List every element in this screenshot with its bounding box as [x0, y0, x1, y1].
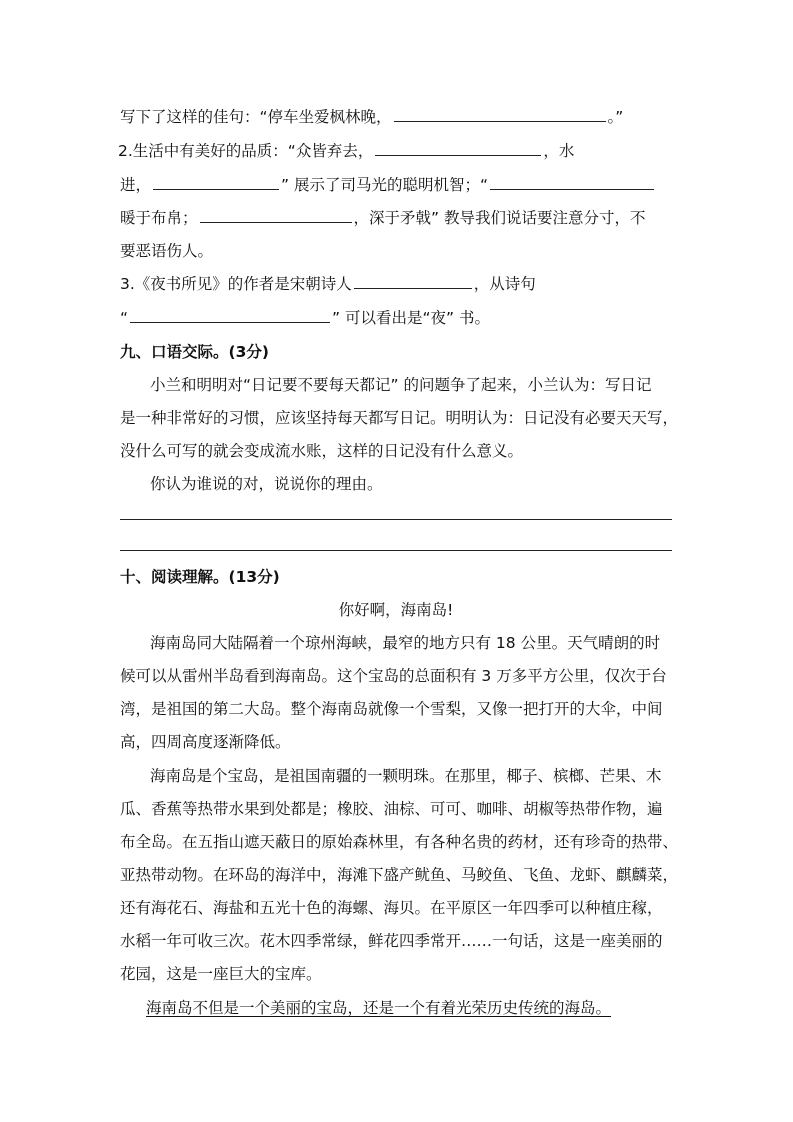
q8-item2-text-g: 要恶语伤人。 — [120, 242, 214, 260]
q8-line-1 — [120, 107, 623, 127]
q8-item2-line-4 — [120, 241, 213, 261]
q9-prompt: 你认为谁说的对，说说你的理由。 — [150, 475, 383, 493]
answer-line[interactable] — [120, 550, 672, 551]
answer-blank[interactable] — [200, 208, 352, 223]
article-line: 高，四周高度逐渐降低。 — [120, 733, 291, 751]
article-title: 你好啊，海南岛! — [338, 601, 454, 619]
article-line: 湾，是祖国的第二大岛。整个海南岛就像一个雪梨，又像一把打开的大伞，中间 — [120, 700, 663, 718]
article-line: 花园，这是一座巨大的宝库。 — [120, 965, 322, 983]
q8-item3-line-2 — [120, 308, 490, 328]
q8-line1-text: 写下了这样的佳句：“停车坐爱枫林晚， — [120, 108, 392, 126]
q8-item2-text-c: 进， — [120, 176, 152, 194]
answer-blank[interactable] — [354, 274, 472, 289]
article-line: 瓜、香蕉等热带水果到处都是；橡胶、油棕、可可、咖啡、胡椒等热带作物，遍 — [120, 800, 663, 818]
answer-blank[interactable] — [375, 141, 541, 156]
q8-item3-text-a: 3.《夜书所见》的作者是宋朝诗人 — [120, 275, 352, 293]
q8-line1-end: 。” — [607, 108, 624, 126]
q8-item2-line-3 — [120, 208, 645, 228]
q8-item2-text-f: ，深于矛戟” 教导我们说话要注意分寸，不 — [353, 209, 646, 227]
article-line: 亚热带动物。在环岛的海洋中，海滩下盛产鱿鱼、马鲛鱼、飞鱼、龙虾、麒麟菜， — [120, 866, 679, 884]
article-line: 海南岛是个宝岛，是祖国南疆的一颗明珠。在那里，椰子、槟榔、芒果、木 — [150, 767, 662, 785]
underlined-article-line: 海南岛不但是一个美丽的宝岛，还是一个有着光荣历史传统的海岛。 — [146, 999, 612, 1017]
article-line: 候可以从雷州半岛看到海南岛。这个宝岛的总面积有 3 万多平方公里，仅次于台 — [120, 667, 667, 685]
article-line: 海南岛同大陆隔着一个琼州海峡，最窄的地方只有 18 公里。天气晴朗的时 — [150, 634, 661, 652]
answer-blank[interactable] — [153, 175, 279, 190]
q8-item3-text-d: ” 可以看出是“夜” 书。 — [332, 309, 490, 327]
q8-item2-text-a: 2.生活中有美好的品质：“众皆弃去， — [118, 142, 374, 160]
q8-item3-line-1 — [120, 274, 536, 294]
q9-paragraph-line: 没什么可写的就会变成流水账，这样的日记没有什么意义。 — [120, 442, 524, 460]
q8-item2-line-2 — [120, 175, 656, 195]
q8-item3-text-c: “ — [120, 309, 129, 327]
q8-item2-line-1 — [118, 141, 574, 161]
q8-item2-text-d: ” 展示了司马光的聪明机智；“ — [281, 176, 489, 194]
q8-item2-text-e: 暖于布帛； — [120, 209, 198, 227]
q9-paragraph-line: 小兰和明明对“日记要不要每天都记” 的问题争了起来，小兰认为：写日记 — [150, 376, 652, 394]
q8-item3-text-b: ，从诗句 — [473, 275, 536, 293]
article-line: 水稻一年可收三次。花木四季常绿，鲜花四季常开……一句话，这是一座美丽的 — [120, 932, 663, 950]
answer-blank[interactable] — [130, 308, 330, 323]
answer-blank[interactable] — [394, 107, 606, 122]
article-line: 布全岛。在五指山遮天蔽日的原始森林里，有各种名贵的药材，还有珍奇的热带、 — [120, 833, 679, 851]
answer-blank[interactable] — [490, 175, 654, 190]
answer-line[interactable] — [120, 519, 672, 520]
q9-heading: 九、口语交际。(3分) — [120, 343, 269, 361]
article-line: 还有海花石、海盐和五光十色的海螺、海贝。在平原区一年四季可以种植庄稼， — [120, 899, 663, 917]
q9-paragraph-line: 是一种非常好的习惯，应该坚持每天都写日记。明明认为：日记没有必要天天写， — [120, 409, 679, 427]
q10-heading: 十、阅读理解。(13分) — [120, 568, 280, 586]
q8-item2-text-b: ，水 — [543, 142, 575, 160]
